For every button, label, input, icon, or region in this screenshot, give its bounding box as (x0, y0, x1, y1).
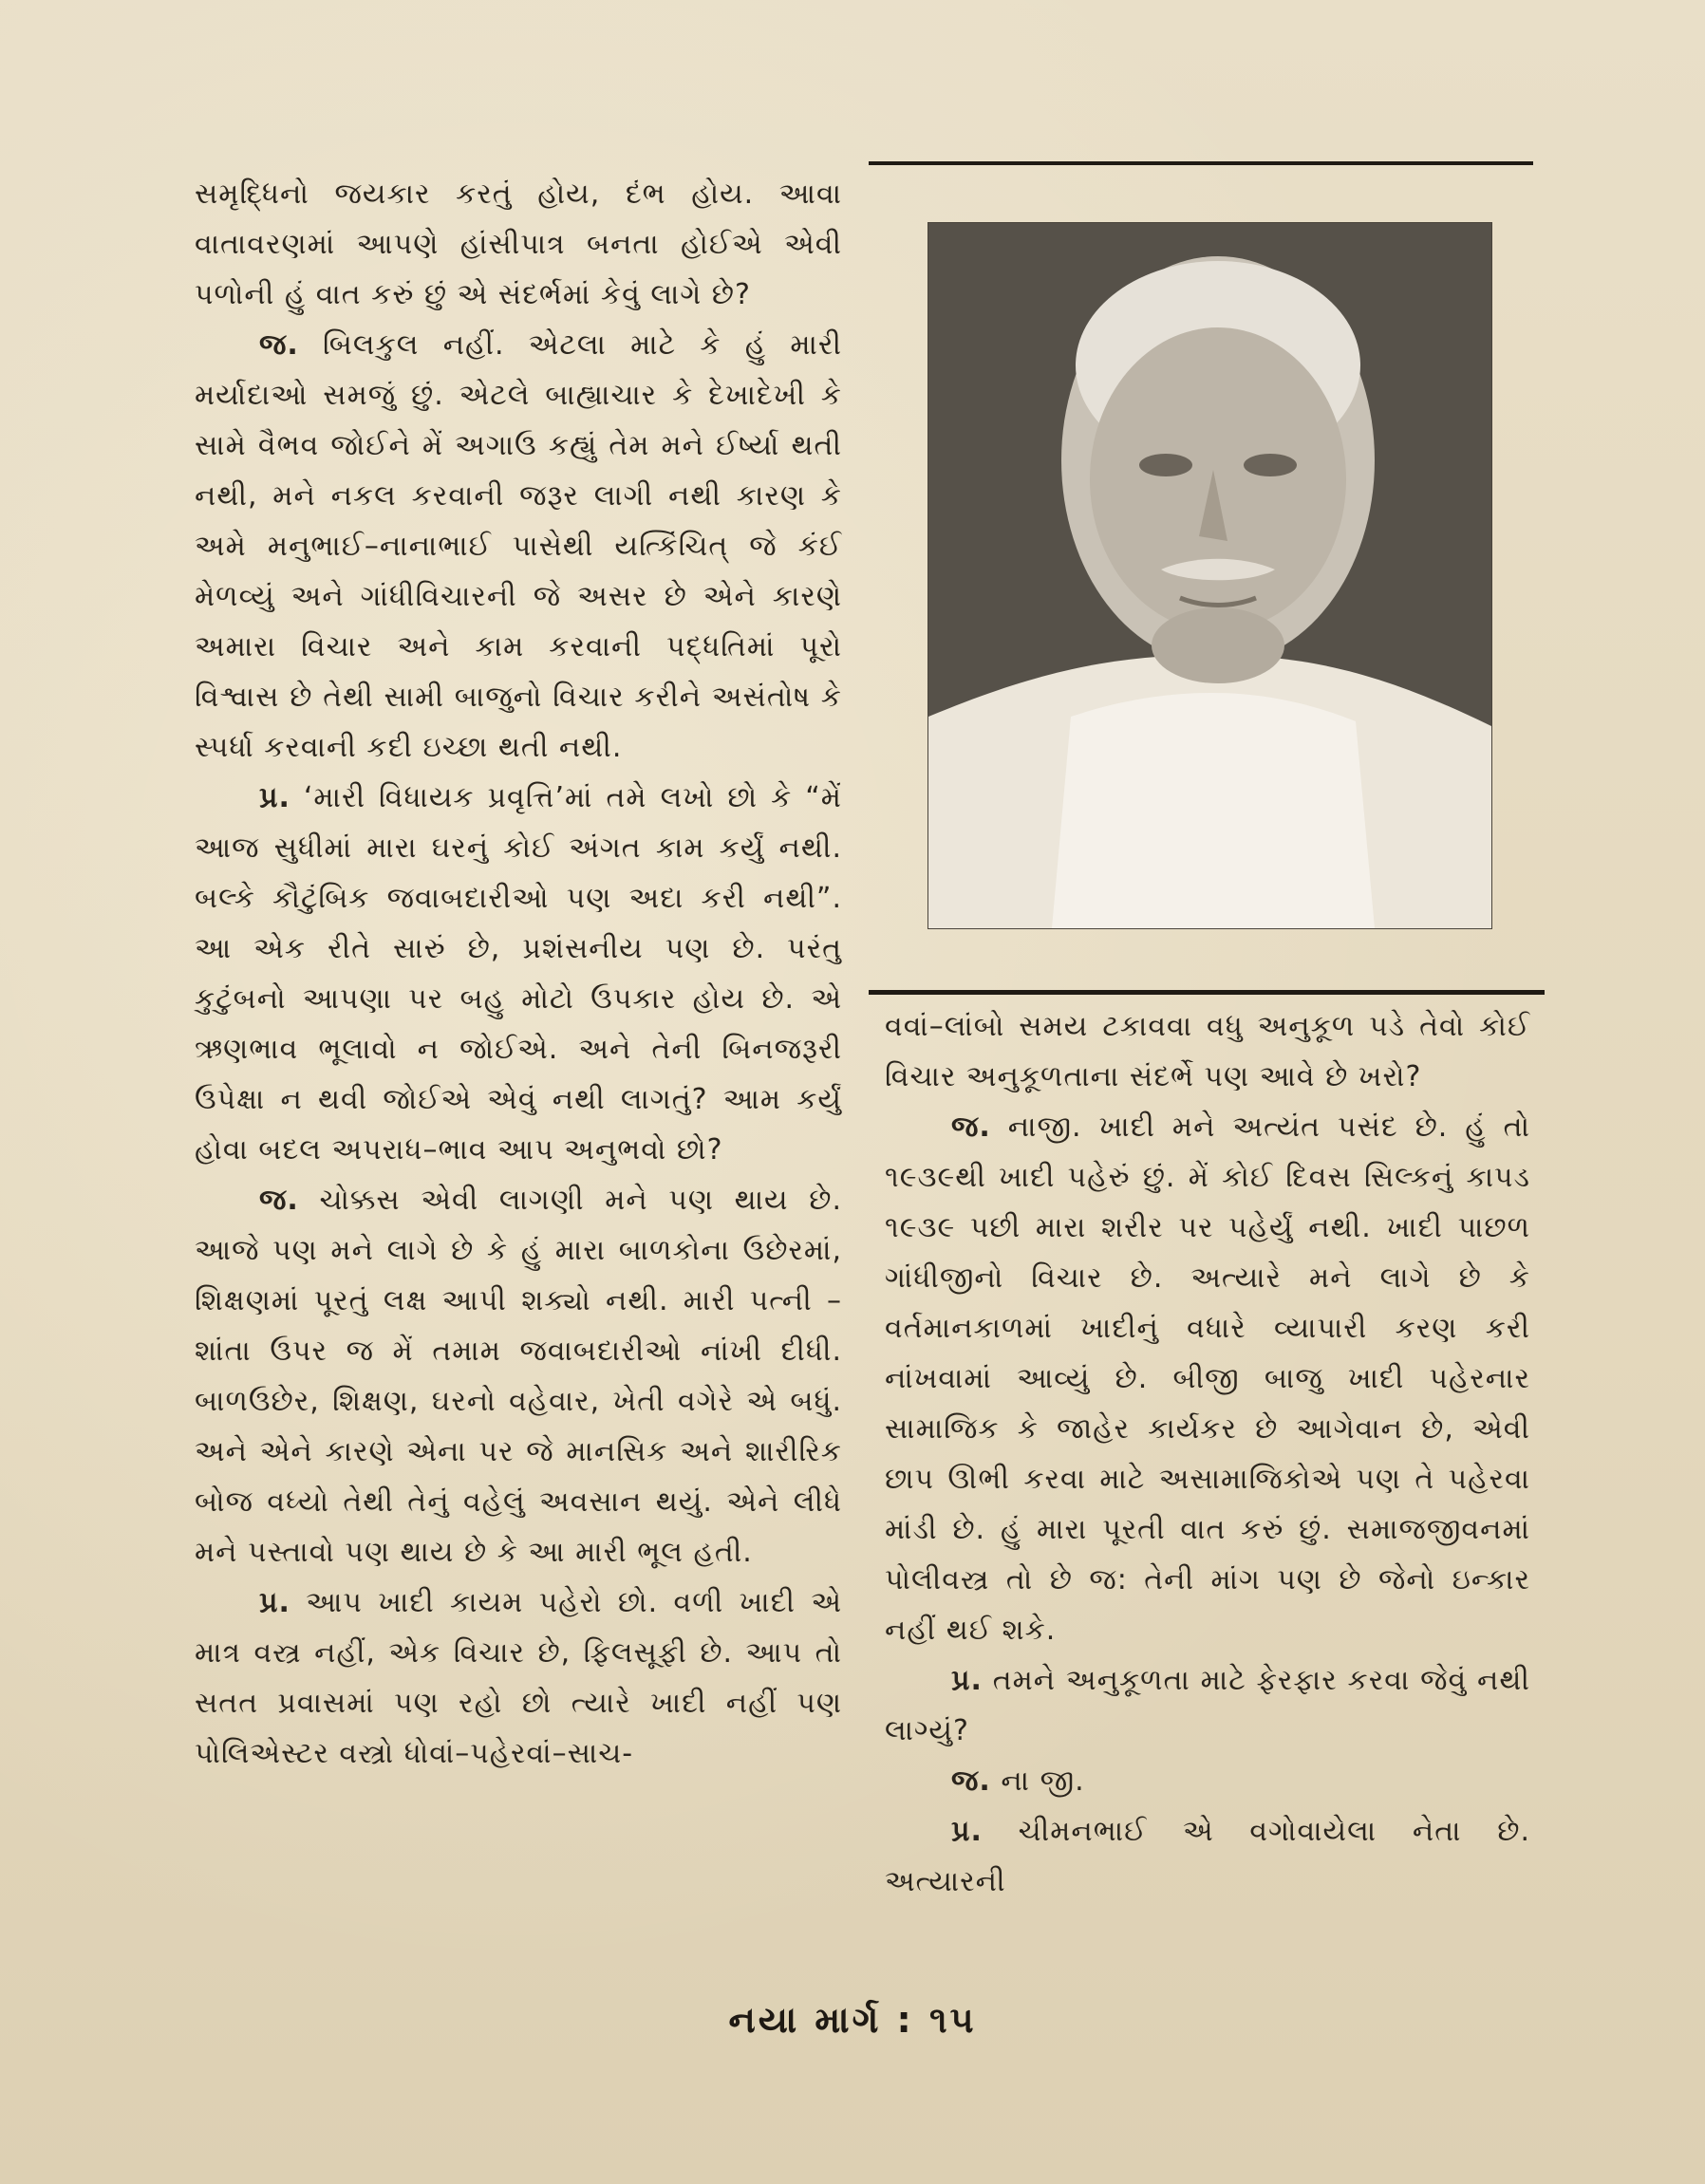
portrait-illustration (928, 223, 1491, 928)
portrait-photo (928, 223, 1491, 928)
question-label: પ્ર. (259, 781, 290, 814)
answer-text: ના જી. (1001, 1764, 1085, 1798)
answer-label: જ. (259, 328, 299, 362)
question-paragraph (195, 1577, 842, 1779)
question-label: પ્ર. (259, 1586, 290, 1619)
right-text-column (885, 1001, 1530, 1907)
answer-text: બિલકુલ નહીં. એટલા માટે કે હું મારી મર્યાદાઓ સમજું છું. એટલે બાહ્યાચાર કે દેખાદેખી કે સામે વૈભવ જોઈને મેં અગાઉ કહ્યું તેમ મને ઈર્ષ્યા થતી નથી, મને નકલ કરવાની જરૂર લાગી નથી કારણ કે અમે મનુભાઈ–નાનાભાઈ પાસેથી યત્કિંચિત્ જે કંઈ મેળવ્યું અને ગાંધીવિચારની જે અસર છે એને કારણે અમારા વિચાર અને કામ કરવાની પદ્ધતિમાં પૂરો વિશ્વાસ છે તેથી સામી બાજુનો વિચાર કરીને અસંતોષ કે સ્પર્ધા કરવાની કદી ઇચ્છા થતી નથી. (195, 328, 842, 764)
question-paragraph (885, 1655, 1530, 1756)
answer-paragraph (195, 320, 842, 773)
middle-divider-rule (869, 990, 1545, 995)
paragraph: વવાં–લાંબો સમય ટકાવવા વધુ અનુકૂળ પડે તેવો કોઈ વિચાર અનુકૂળતાના સંદર્ભે પણ આવે છે ખરો? (885, 1010, 1530, 1093)
question-label: પ્ર. (951, 1815, 983, 1848)
top-divider-rule (869, 161, 1533, 165)
answer-paragraph (885, 1102, 1530, 1655)
answer-label: જ. (951, 1764, 991, 1798)
page-footer: નયા માર્ગ : ૧૫ (728, 1999, 977, 2041)
question-text: ‘મારી વિધાયક પ્રવૃત્તિ’માં તમે લખો છો કે “મેં આજ સુધીમાં મારા ઘરનું કોઈ અંગત કામ કર્યું નથી. બલ્કે કૌટુંબિક જવાબદારીઓ પણ અદા કરી નથી”. આ એક રીતે સારું છે, પ્રશંસનીય પણ છે. પરંતુ કુટુંબનો આપણા પર બહુ મોટો ઉપકાર હોય છે. એ ઋણભાવ ભૂલાવો ન જોઈએ. અને તેની બિનજરૂરી ઉપેક્ષા ન થવી જોઈએ એવું નથી લાગતું? આમ કર્યું હોવા બદલ અપરાધ–ભાવ આપ અનુભવો છો? (195, 781, 842, 1167)
answer-label: જ. (259, 1184, 299, 1217)
question-paragraph (195, 773, 842, 1175)
question-paragraph (885, 1806, 1530, 1907)
answer-label: જ. (951, 1111, 991, 1144)
answer-paragraph (195, 1175, 842, 1577)
question-text: ચીમનભાઈ એ વગોવાયેલા નેતા છે. અત્યારની (885, 1815, 1530, 1898)
question-text: તમને અનુકૂળતા માટે ફેરફાર કરવા જેવું નથી લાગ્યું? (885, 1664, 1530, 1747)
answer-paragraph (885, 1756, 1530, 1806)
answer-text: ચોક્કસ એવી લાગણી મને પણ થાય છે. આજે પણ મને લાગે છે કે હું મારા બાળકોના ઉછેરમાં, શિક્ષણમાં પૂરતું લક્ષ આપી શક્યો નથી. મારી પત્ની – શાંતા ઉપર જ મેં તમામ જવાબદારીઓ નાંખી દીધી. બાળઉછેર, શિક્ષણ, ઘરનો વહેવાર, ખેતી વગેરે એ બધું. અને એને કારણે એના પર જે માનસિક અને શારીરિક બોજ વધ્યો તેથી તેનું વહેલું અવસાન થયું. એને લીધે મને પસ્તાવો પણ થાય છે કે આ મારી ભૂલ હતી. (195, 1184, 842, 1569)
answer-text: નાજી. ખાદી મને અત્યંત પસંદ છે. હું તો ૧૯૩૯થી ખાદી પહેરું છું. મેં કોઈ દિવસ સિલ્કનું કાપડ ૧૯૩૯ પછી મારા શરીર પર પહેર્યું નથી. ખાદી પાછળ ગાંધીજીનો વિચાર છે. અત્યારે મને લાગે છે કે વર્તમાનકાળમાં ખાદીનું વધારે વ્યાપારી કરણ કરી નાંખવામાં આવ્યું છે. બીજી બાજુ ખાદી પહેરનાર સામાજિક કે જાહેર કાર્યકર છે આગેવાન છે, એવી છાપ ઊભી કરવા માટે અસામાજિકોએ પણ તે પહેરવા માંડી છે. હું મારા પૂરતી વાત કરું છું. સમાજજીવનમાં પોલીવસ્ત્ર તો છે જ: તેની માંગ પણ છે જેનો ઇન્કાર નહીં થઈ શકે. (885, 1111, 1530, 1647)
question-label: પ્ર. (951, 1664, 983, 1697)
question-text: આપ ખાદી કાયમ પહેરો છો. વળી ખાદી એ માત્ર વસ્ત્ર નહીં, એક વિચાર છે, ફિલસૂફી છે. આપ તો સતત પ્રવાસમાં પણ રહો છો ત્યારે ખાદી નહીં પણ પોલિએસ્ટર વસ્ત્રો ધોવાં–પહેરવાં–સાચ- (195, 1586, 842, 1770)
paragraph: સમૃદ્ધિનો જયકાર કરતું હોય, દંભ હોય. આવા વાતાવરણમાં આપણે હાંસીપાત્ર બનતા હોઈએ એવી પળોની હું વાત કરું છું એ સંદર્ભમાં કેવું લાગે છે? (195, 177, 842, 311)
left-text-column (195, 169, 842, 1779)
